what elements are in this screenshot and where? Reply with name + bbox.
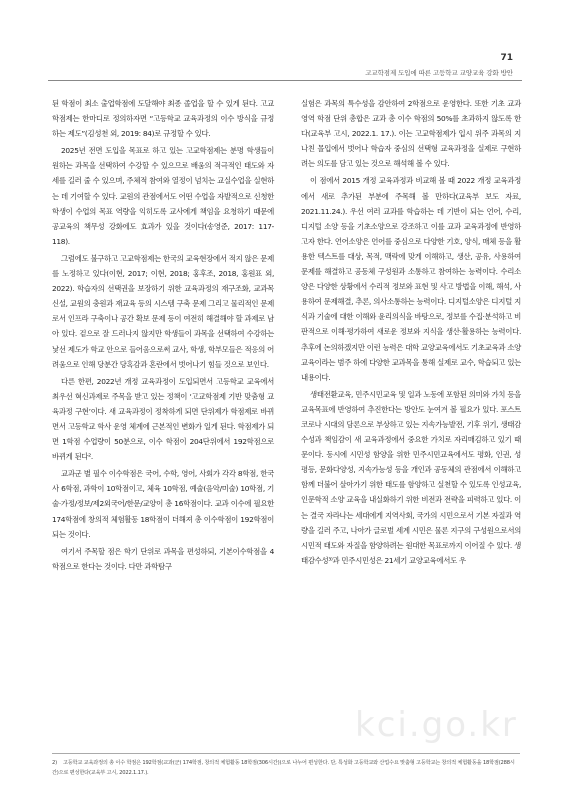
paragraph: 생태전환교육, 민주시민교육 및 일과 노동에 포함된 의미와 가치 등을 교육목표에 반영하여 추진한다는 방안도 눈여겨 볼 필요가 있다. 포스트코로나 시대의 담론으로 부상하고 있는 지속가능발전, 기후 위기, 생태감수성과 책임감이 새 교육과정에서 중요한 가치로 자리매김하고 있기 때문이다. 동시에 시민성 함양을 위한 민주시민교육에서도 평화, 인권, 성평등, 문화다양성, 지속가능성 등을 개인과 공동체의 관점에서 이해하고 함께 더불어 살아가기 위한 태도를 함양하고 실천할 수 있도록 인성교육, 인문학적 소양 교육을 내실화하기 위한 비전과 전략을 피력하고 있다. 이는 결국 자라나는 세대에게 지역사회, 국가의 시민으로서 기본 자질과 역량을 길러 주고, 나아가 글로벌 세계 시민은 물론 지구의 구성원으로서의 시민적 태도와 자질을 함양하려는 원대한 목표로까지 이어질 수 있다. 생태감수성³⁾과 민주시민성은 21세기 교양교육에서도 우 — [301, 389, 521, 565]
left-column — [52, 96, 274, 574]
paragraph: 이 점에서 2015 개정 교육과정과 비교해 볼 때 2022 개정 교육과정에서 새로 추가된 부분에 주목해 볼 만하다(교육부 보도 자료, 2021.11.24.). 우선 여러 교과를 학습하는 데 기반이 되는 언어, 수리, 디지털 소양 등을 기초소양으로 강조하고 이를 교과 교육과정에 반영하고자 한다. 언어소양은 언어를 중심으로 다양한 기호, 양식, 매체 등을 활용한 텍스트를 대상, 목적, 맥락에 맞게 이해하고, 생산, 공유, 사용하여 문제를 해결하고 공동체 구성원과 소통하고 참여하는 능력이다. 수리소양은 다양한 상황에서 수리적 정보와 표현 및 사고 방법을 이해, 해석, 사용하여 문제해결, 추론, 의사소통하는 능력이다. 디지털소양은 디지털 지식과 기술에 대한 이해와 윤리의식을 바탕으로, 정보를 수집·분석하고 비판적으로 이해·평가하여 새로운 정보와 지식을 생산·활용하는 능력이다. 추후에 논의하겠지만 이런 능력은 대학 교양교육에서도 기초교육과 소양교육이라는 범주 하에 다양한 교과목을 통해 실제로 교수, 학습되고 있는 내용이다. — [301, 176, 521, 382]
footnote — [52, 758, 520, 778]
paragraph: 2025년 전면 도입을 목표로 하고 있는 고교학점제는 분명 학생들이 원하는 과목을 선택하여 수강할 수 있으므로 배움의 적극적인 태도와 자세를 길러 줄 수 있으며, 주체적 참여와 열정이 넘치는 교실수업을 실현하는 데 기여할 수 있다. 교원의 관점에서도 어떤 수업을 자발적으로 신청한 학생이 수업의 목표 역량을 익히도록 교사에게 책임을 요청하기 때문에 공교육의 책무성 강화에도 효과가 있을 것이다(송영준, 2017: 117-118). — [52, 146, 274, 246]
watermark: kci.go.kr — [355, 705, 518, 745]
header-rule — [48, 80, 522, 81]
paragraph: 그럼에도 불구하고 고교학점제는 한국의 교육현장에서 적지 않은 문제를 노정하고 있다(이현, 2017; 이현, 2018; 홍후조, 2018, 홍원표 외, 2022). 학습자의 선택권을 보장하기 위한 교육과정의 재구조화, 교과목 신설, 교원의 충원과 재교육 등의 시스템 구축 문제 그리고 물리적인 문제로서 인프라 구축이나 공간 확보 문제 등이 여전히 해결해야 할 과제로 남아 있다. 겉으로 잘 드러나지 않지만 학생들이 과목을 선택하여 수강하는 낯선 제도가 학교 안으로 들어옴으로써 교사, 학생, 학부모들은 적응의 어려움으로 인해 당분간 당혹감과 혼란에서 벗어나기 힘들 것으로 보인다. — [52, 253, 274, 369]
paragraph: 된 학점이 최소 출업학점에 도달해야 최종 졸업을 할 수 있게 된다. 고교학점제는 한마디로 정의하자면 “고등학교 교육과정의 이수 방식을 규정하는 제도”(김성천 외, 2019: 84)로 규정할 수 있다. — [52, 99, 274, 139]
footnote-text: 고등학교 교육과정의 총 이수 학점은 192학점(교과(군) 174학점, 창의적 체험활동 18학점(306시간))으로 나누어 편성한다. 단, 특성화 고등학교와 산업수요 맞춤형 고등학교는 창의적 체험활동을 18학점(288시간)으로 편성한다(교육부 고시, 2022.1.17.). — [52, 760, 515, 776]
paragraph: 여기서 주목할 점은 학기 단위로 과목을 편성하되, 기본이수학점을 4학점으로 한다는 것이다. 다만 과학탐구 — [52, 546, 274, 571]
page-number: 71 — [500, 53, 513, 63]
footnote-rule — [52, 753, 520, 754]
paragraph: 다른 한편, 2022년 개정 교육과정이 도입되면서 고등학교 교육에서 최우선 혁신과제로 주목을 받고 있는 정책이 ‘고교학점제 기반 맞춤형 교육과정 구현’이다. 새 교육과정이 정착하게 되면 단위제가 학점제로 바뀌면서 고등학교 학사 운영 체계에 근본적인 변화가 일게 된다. 학점제가 되면 1학점 수업량이 50분으로, 이수 학점이 204단위에서 192학점으로 바뀌게 된다². — [52, 376, 274, 462]
paragraph: 교과군 별 필수 이수학점은 국어, 수학, 영어, 사회가 각각 8학점, 한국사 6학점, 과학이 10학점이고, 체육 10학점, 예술(음악/미술) 10학점, 기술·가정/정보/제2외국어/한문/교양이 총 16학점이다. 교과 이수에 필요한 174학점에 창의적 체험활동 18학점이 더해져 총 이수학점이 192학점이 되는 것이다. — [52, 469, 274, 539]
paragraph: 실험은 과목의 특수성을 감안하여 2학점으로 운영한다. 또한 기초 교과 영역 학점 단위 총합은 교과 총 이수 학점의 50%를 초과하지 않도록 한다(교육부 고시, 2022.1. 17.). 이는 고교학점제가 입시 위주 과목의 지나친 몰입에서 벗어나 학습자 중심의 선택형 교육과정을 실제로 구현하려는 의도를 담고 있는 것으로 해석해 볼 수 있다. — [301, 99, 521, 169]
running-header: 고교학점제 도입에 따른 고등학교 교양교육 강화 방안 — [365, 69, 513, 77]
footnote-mark: 2) — [52, 760, 57, 766]
right-column — [301, 96, 521, 568]
